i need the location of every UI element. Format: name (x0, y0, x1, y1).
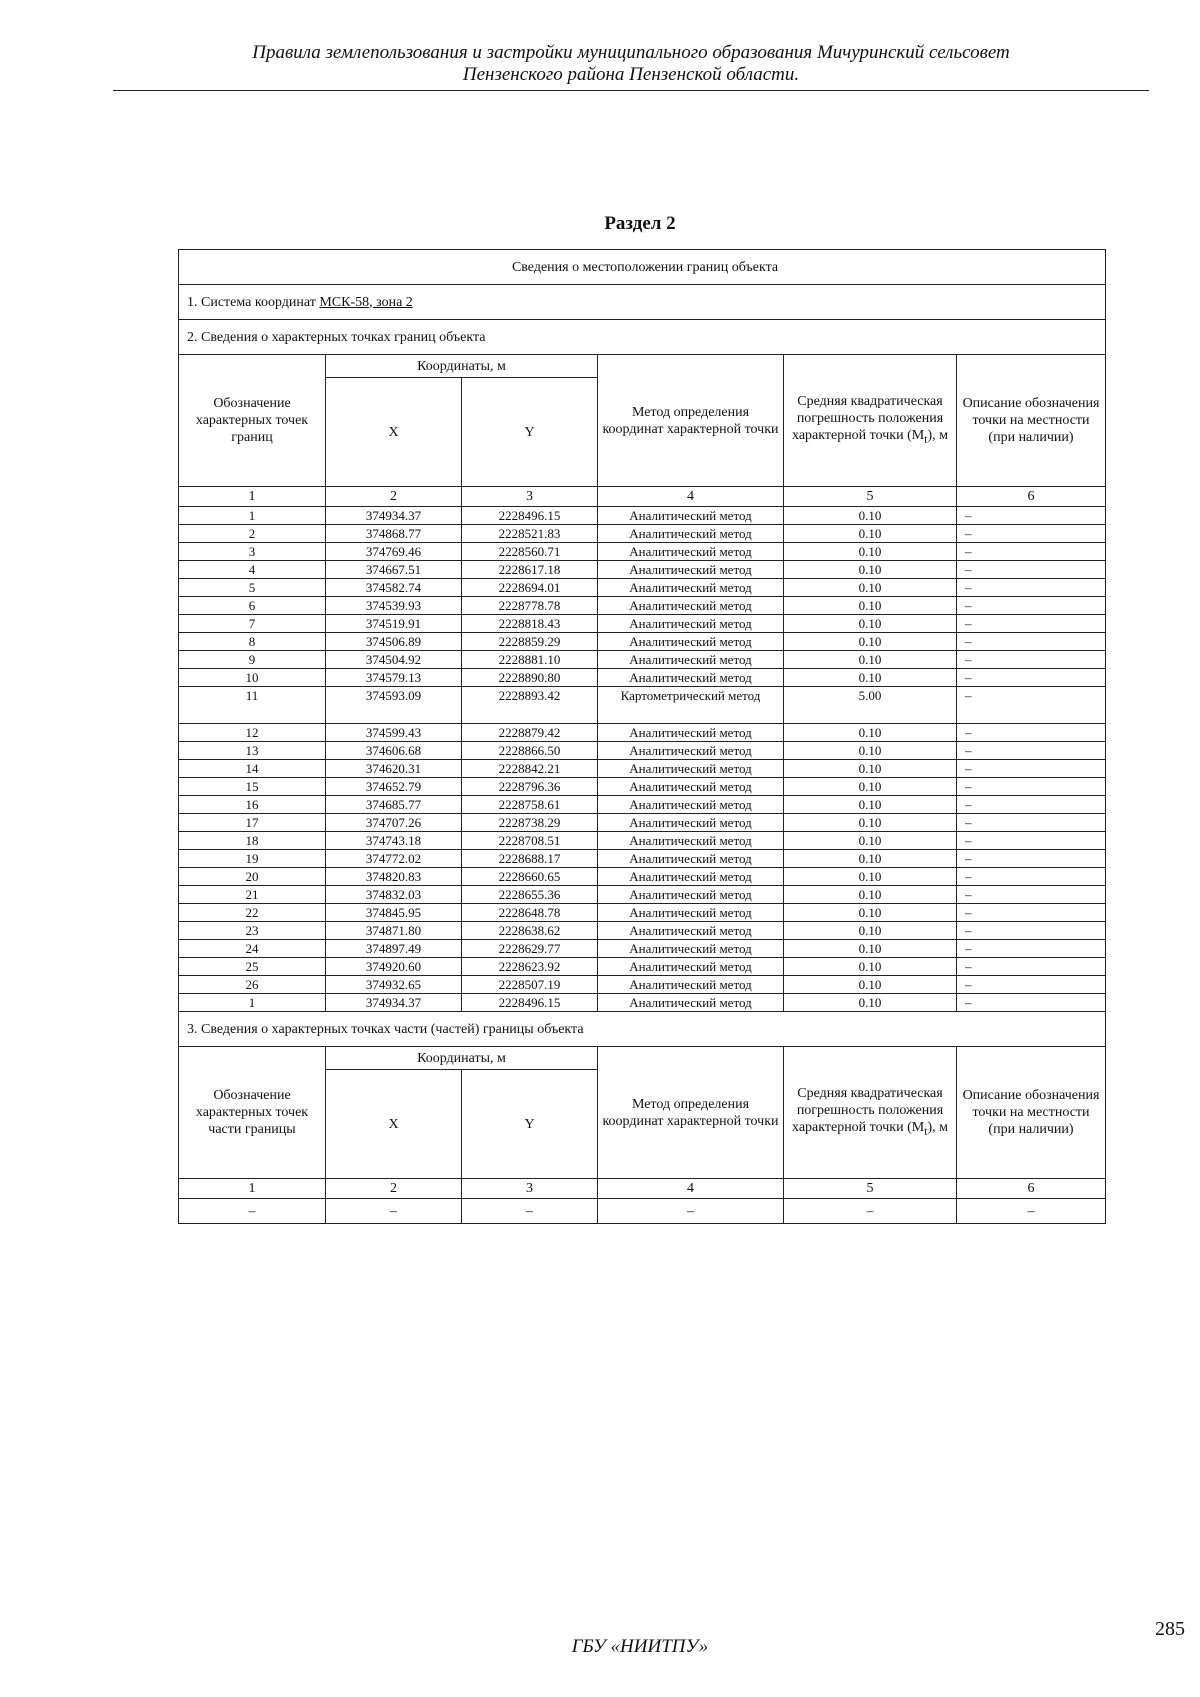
y-cell: 2228738.29 (462, 814, 598, 832)
header-point-id: Обозначение характерных точек границ (179, 355, 326, 487)
header-point-id-part: Обозначение характерных точек части границы (179, 1047, 326, 1179)
point-id-cell: 3 (179, 543, 326, 561)
column-number: 1 (179, 1179, 326, 1199)
page-header (113, 42, 1149, 86)
method-cell: Аналитический метод (598, 868, 784, 886)
method-cell: Аналитический метод (598, 615, 784, 633)
error-cell: 0.10 (784, 615, 957, 633)
method-cell: Аналитический метод (598, 832, 784, 850)
y-cell: 2228660.65 (462, 868, 598, 886)
table-row (179, 868, 1106, 886)
error-cell: 0.10 (784, 561, 957, 579)
table-row (179, 814, 1106, 832)
table-row (179, 976, 1106, 994)
description-cell: – (957, 868, 1106, 886)
x-cell: 374667.51 (326, 561, 462, 579)
x-cell: 374504.92 (326, 651, 462, 669)
column-number: 6 (957, 1179, 1106, 1199)
description-cell: – (957, 615, 1106, 633)
method-cell: Аналитический метод (598, 651, 784, 669)
y-cell: 2228521.83 (462, 525, 598, 543)
table-row (179, 633, 1106, 651)
table-title: Сведения о местоположении границ объекта (179, 250, 1106, 285)
y-cell: 2228638.62 (462, 922, 598, 940)
method-cell: Аналитический метод (598, 760, 784, 778)
method-cell: Аналитический метод (598, 796, 784, 814)
description-cell: – (957, 669, 1106, 687)
description-cell: – (957, 543, 1106, 561)
header-error-subscript: t (924, 1124, 928, 1138)
empty-cell: – (784, 1199, 957, 1224)
method-cell: Аналитический метод (598, 724, 784, 742)
point-id-cell: 21 (179, 886, 326, 904)
error-cell: 0.10 (784, 868, 957, 886)
description-cell: – (957, 633, 1106, 651)
method-cell: Аналитический метод (598, 994, 784, 1012)
y-cell: 2228708.51 (462, 832, 598, 850)
part3-empty-row (179, 1199, 1106, 1224)
y-cell: 2228617.18 (462, 561, 598, 579)
y-cell: 2228842.21 (462, 760, 598, 778)
method-cell: Аналитический метод (598, 778, 784, 796)
table-row (179, 724, 1106, 742)
x-cell: 374539.93 (326, 597, 462, 615)
x-cell: 374652.79 (326, 778, 462, 796)
x-cell: 374868.77 (326, 525, 462, 543)
column-number: 5 (784, 1179, 957, 1199)
table-row (179, 561, 1106, 579)
table-row (179, 922, 1106, 940)
table-row (179, 958, 1106, 976)
table-row (179, 687, 1106, 724)
part3-title: 3. Сведения о характерных точках части (частей) границы объекта (179, 1012, 1106, 1047)
description-cell: – (957, 796, 1106, 814)
x-cell: 374897.49 (326, 940, 462, 958)
header-description: Описание обозначения точки на местности (при наличии) (957, 355, 1106, 487)
point-id-cell: 4 (179, 561, 326, 579)
header-error-text: Средняя квадратическая погрешность положения характерной точки (M (792, 1086, 944, 1136)
error-cell: 0.10 (784, 832, 957, 850)
header-line-1: Правила землепользования и застройки муниципального образования Мичуринский сельсовет (252, 42, 1010, 63)
point-id-cell: 9 (179, 651, 326, 669)
table-row (179, 994, 1106, 1012)
y-cell: 2228507.19 (462, 976, 598, 994)
point-id-cell: 10 (179, 669, 326, 687)
x-cell: 374579.13 (326, 669, 462, 687)
method-cell: Аналитический метод (598, 561, 784, 579)
x-cell: 374519.91 (326, 615, 462, 633)
point-id-cell: 7 (179, 615, 326, 633)
point-id-cell: 25 (179, 958, 326, 976)
x-cell: 374820.83 (326, 868, 462, 886)
y-cell: 2228496.15 (462, 994, 598, 1012)
header-error-unit: ), м (927, 428, 948, 444)
description-cell: – (957, 904, 1106, 922)
method-cell: Аналитический метод (598, 525, 784, 543)
column-number: 6 (957, 487, 1106, 507)
error-cell: 0.10 (784, 543, 957, 561)
x-cell: 374743.18 (326, 832, 462, 850)
section-title: Раздел 2 (604, 213, 676, 234)
x-cell: 374845.95 (326, 904, 462, 922)
header-x: X (326, 378, 462, 487)
table-row (179, 832, 1106, 850)
table-row (179, 760, 1106, 778)
x-cell: 374685.77 (326, 796, 462, 814)
point-id-cell: 17 (179, 814, 326, 832)
description-cell: – (957, 814, 1106, 832)
header-error-unit: ), м (927, 1120, 948, 1136)
empty-cell: – (598, 1199, 784, 1224)
y-cell: 2228893.42 (462, 687, 598, 724)
header-rule (113, 90, 1149, 91)
y-cell: 2228881.10 (462, 651, 598, 669)
x-cell: 374593.09 (326, 687, 462, 724)
x-cell: 374506.89 (326, 633, 462, 651)
error-cell: 0.10 (784, 760, 957, 778)
description-cell: – (957, 778, 1106, 796)
header-error (784, 355, 957, 487)
boundary-table (178, 249, 1106, 1224)
table-row (179, 651, 1106, 669)
x-cell: 374606.68 (326, 742, 462, 760)
error-cell: 0.10 (784, 976, 957, 994)
header-method: Метод определения координат характерной точки (598, 355, 784, 487)
header-description-part: Описание обозначения точки на местности (при наличии) (957, 1047, 1106, 1179)
point-id-cell: 22 (179, 904, 326, 922)
point-id-cell: 6 (179, 597, 326, 615)
empty-cell: – (462, 1199, 598, 1224)
description-cell: – (957, 651, 1106, 669)
point-id-cell: 1 (179, 507, 326, 525)
point-id-cell: 5 (179, 579, 326, 597)
column-number-row-part (179, 1179, 1106, 1199)
description-cell: – (957, 597, 1106, 615)
point-id-cell: 13 (179, 742, 326, 760)
page-number: 285 (1155, 1618, 1185, 1640)
y-cell: 2228859.29 (462, 633, 598, 651)
method-cell: Аналитический метод (598, 543, 784, 561)
error-cell: 0.10 (784, 597, 957, 615)
header-y: Y (462, 378, 598, 487)
description-cell: – (957, 850, 1106, 868)
point-id-cell: 18 (179, 832, 326, 850)
table-row (179, 597, 1106, 615)
method-cell: Аналитический метод (598, 958, 784, 976)
point-id-cell: 12 (179, 724, 326, 742)
x-cell: 374707.26 (326, 814, 462, 832)
table-row (179, 543, 1106, 561)
empty-cell: – (179, 1199, 326, 1224)
column-number: 5 (784, 487, 957, 507)
part2-title: 2. Сведения о характерных точках границ объекта (179, 320, 1106, 355)
x-cell: 374582.74 (326, 579, 462, 597)
method-cell: Аналитический метод (598, 940, 784, 958)
empty-cell: – (957, 1199, 1106, 1224)
error-cell: 0.10 (784, 796, 957, 814)
description-cell: – (957, 832, 1106, 850)
y-cell: 2228496.15 (462, 507, 598, 525)
description-cell: – (957, 687, 1106, 724)
point-id-cell: 20 (179, 868, 326, 886)
x-cell: 374871.80 (326, 922, 462, 940)
method-cell: Аналитический метод (598, 633, 784, 651)
footer-organization: ГБУ «НИИТПУ» (571, 1636, 709, 1657)
method-cell: Аналитический метод (598, 579, 784, 597)
method-cell: Аналитический метод (598, 904, 784, 922)
error-cell: 0.10 (784, 742, 957, 760)
point-id-cell: 26 (179, 976, 326, 994)
description-cell: – (957, 507, 1106, 525)
method-cell: Аналитический метод (598, 976, 784, 994)
error-cell: 0.10 (784, 940, 957, 958)
y-cell: 2228758.61 (462, 796, 598, 814)
point-id-cell: 24 (179, 940, 326, 958)
header-coords-part: Координаты, м (326, 1047, 598, 1070)
method-cell: Аналитический метод (598, 886, 784, 904)
header-method-part: Метод определения координат характерной точки (598, 1047, 784, 1179)
error-cell: 0.10 (784, 994, 957, 1012)
method-cell: Аналитический метод (598, 742, 784, 760)
description-cell: – (957, 886, 1106, 904)
error-cell: 0.10 (784, 579, 957, 597)
y-cell: 2228655.36 (462, 886, 598, 904)
table-row (179, 904, 1106, 922)
header-error-part (784, 1047, 957, 1179)
method-cell: Аналитический метод (598, 922, 784, 940)
header-line-2: Пензенского района Пензенской области. (462, 64, 800, 85)
method-cell: Аналитический метод (598, 814, 784, 832)
table-row (179, 525, 1106, 543)
column-number: 2 (326, 1179, 462, 1199)
description-cell: – (957, 525, 1106, 543)
error-cell: 0.10 (784, 778, 957, 796)
point-id-cell: 15 (179, 778, 326, 796)
error-cell: 0.10 (784, 633, 957, 651)
y-cell: 2228629.77 (462, 940, 598, 958)
table-row (179, 778, 1106, 796)
method-cell: Аналитический метод (598, 850, 784, 868)
error-cell: 0.10 (784, 525, 957, 543)
error-cell: 0.10 (784, 651, 957, 669)
description-cell: – (957, 976, 1106, 994)
x-cell: 374620.31 (326, 760, 462, 778)
description-cell: – (957, 579, 1106, 597)
x-cell: 374599.43 (326, 724, 462, 742)
table-row (179, 886, 1106, 904)
coordinate-system-label: 1. Система координат (187, 294, 320, 310)
point-id-cell: 14 (179, 760, 326, 778)
column-number: 2 (326, 487, 462, 507)
description-cell: – (957, 922, 1106, 940)
y-cell: 2228648.78 (462, 904, 598, 922)
column-number: 3 (462, 487, 598, 507)
point-id-cell: 23 (179, 922, 326, 940)
coordinate-system-value: МСК-58, зона 2 (319, 294, 413, 310)
x-cell: 374920.60 (326, 958, 462, 976)
column-number: 4 (598, 1179, 784, 1199)
error-cell: 0.10 (784, 507, 957, 525)
table-row (179, 940, 1106, 958)
point-id-cell: 16 (179, 796, 326, 814)
x-cell: 374769.46 (326, 543, 462, 561)
error-cell: 0.10 (784, 814, 957, 832)
description-cell: – (957, 958, 1106, 976)
method-cell: Картометрический метод (598, 687, 784, 724)
description-cell: – (957, 940, 1106, 958)
y-cell: 2228818.43 (462, 615, 598, 633)
empty-cell: – (326, 1199, 462, 1224)
table-row (179, 579, 1106, 597)
description-cell: – (957, 994, 1106, 1012)
description-cell: – (957, 760, 1106, 778)
method-cell: Аналитический метод (598, 507, 784, 525)
table-row (179, 850, 1106, 868)
table-row (179, 615, 1106, 633)
error-cell: 0.10 (784, 669, 957, 687)
point-id-cell: 19 (179, 850, 326, 868)
point-id-cell: 2 (179, 525, 326, 543)
x-cell: 374932.65 (326, 976, 462, 994)
error-cell: 0.10 (784, 724, 957, 742)
error-cell: 5.00 (784, 687, 957, 724)
error-cell: 0.10 (784, 922, 957, 940)
x-cell: 374772.02 (326, 850, 462, 868)
header-error-text: Средняя квадратическая погрешность положения характерной точки (M (792, 394, 944, 444)
y-cell: 2228778.78 (462, 597, 598, 615)
y-cell: 2228796.36 (462, 778, 598, 796)
header-y-part: Y (462, 1070, 598, 1179)
point-id-cell: 1 (179, 994, 326, 1012)
column-number: 3 (462, 1179, 598, 1199)
y-cell: 2228688.17 (462, 850, 598, 868)
y-cell: 2228623.92 (462, 958, 598, 976)
x-cell: 374934.37 (326, 994, 462, 1012)
description-cell: – (957, 561, 1106, 579)
column-number: 1 (179, 487, 326, 507)
error-cell: 0.10 (784, 958, 957, 976)
point-id-cell: 11 (179, 687, 326, 724)
coordinate-system-row (179, 285, 1106, 320)
error-cell: 0.10 (784, 886, 957, 904)
method-cell: Аналитический метод (598, 597, 784, 615)
column-number-row (179, 487, 1106, 507)
description-cell: – (957, 742, 1106, 760)
y-cell: 2228560.71 (462, 543, 598, 561)
error-cell: 0.10 (784, 904, 957, 922)
table-row (179, 742, 1106, 760)
description-cell: – (957, 724, 1106, 742)
y-cell: 2228866.50 (462, 742, 598, 760)
x-cell: 374832.03 (326, 886, 462, 904)
column-number: 4 (598, 487, 784, 507)
table-row (179, 507, 1106, 525)
method-cell: Аналитический метод (598, 669, 784, 687)
header-x-part: X (326, 1070, 462, 1179)
header-error-subscript: t (924, 432, 928, 446)
table-row (179, 796, 1106, 814)
y-cell: 2228879.42 (462, 724, 598, 742)
header-coords: Координаты, м (326, 355, 598, 378)
y-cell: 2228890.80 (462, 669, 598, 687)
y-cell: 2228694.01 (462, 579, 598, 597)
point-id-cell: 8 (179, 633, 326, 651)
error-cell: 0.10 (784, 850, 957, 868)
table-row (179, 669, 1106, 687)
x-cell: 374934.37 (326, 507, 462, 525)
